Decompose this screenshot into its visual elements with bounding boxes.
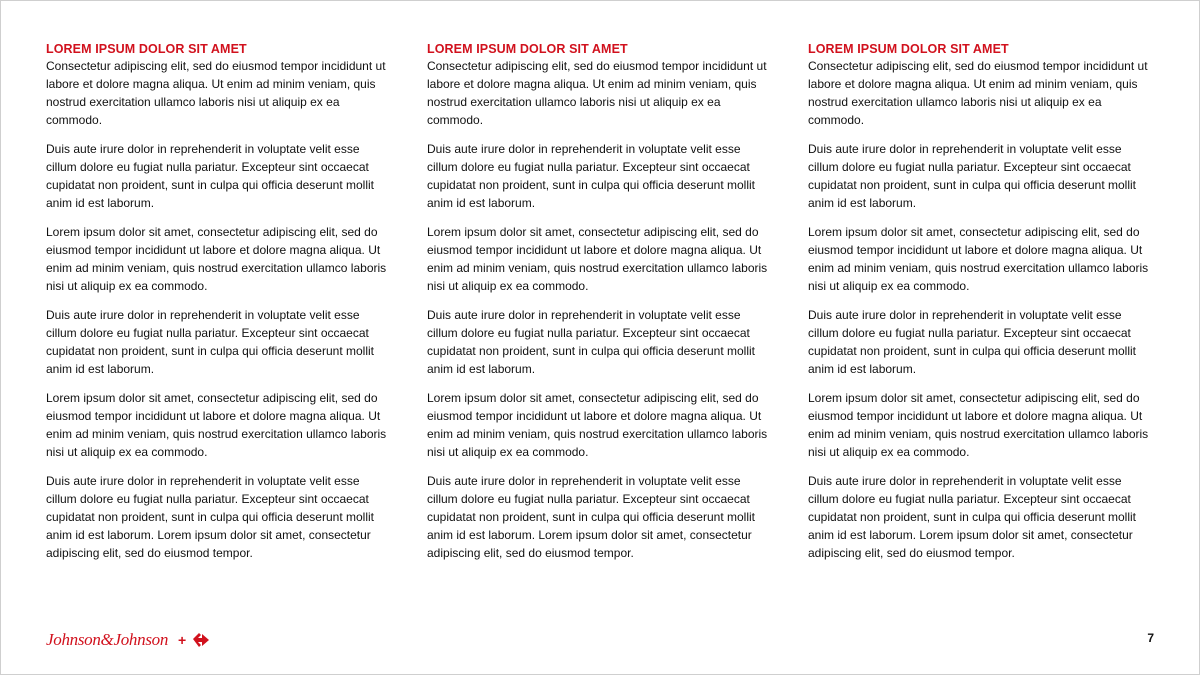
paragraph: Duis aute irure dolor in reprehenderit in voluptate velit esse cillum dolore eu fugiat nulla pariatur. Excepteur sint occaecat cupidatat non proident, sunt in culpa qui officia deserunt mollit anim id est laborum. [427,308,755,376]
paragraph: Duis aute irure dolor in reprehenderit in voluptate velit esse cillum dolore eu fugiat nulla pariatur. Excepteur sint occaecat cupidatat non proident, sunt in culpa qui officia deserunt mollit anim id est laborum. [46,142,374,210]
text-column-1 [46,41,392,573]
paragraph: Consectetur adipiscing elit, sed do eiusmod tempor incididunt ut labore et dolore magna aliqua. Ut enim ad minim veniam, quis nostrud exercitation ullamco laboris nisi ut aliquip ex ea commodo. [46,59,386,127]
text-column-3 [808,41,1154,573]
column-heading: LOREM IPSUM DOLOR SIT AMET [808,42,1009,56]
paragraph: Lorem ipsum dolor sit amet, consectetur adipiscing elit, sed do eiusmod tempor incididunt ut labore et dolore magna aliqua. Ut enim ad minim veniam, quis nostrud exercitation ullamco laboris nisi ut aliquip ex ea commodo. [46,225,387,293]
column-heading: LOREM IPSUM DOLOR SIT AMET [46,42,247,56]
paragraph: Consectetur adipiscing elit, sed do eiusmod tempor incididunt ut labore et dolore magna aliqua. Ut enim ad minim veniam, quis nostrud exercitation ullamco laboris nisi ut aliquip ex ea commodo. [808,59,1148,127]
red-arrow-icon [192,631,210,649]
paragraph: Duis aute irure dolor in reprehenderit in voluptate velit esse cillum dolore eu fugiat nulla pariatur. Excepteur sint occaecat cupidatat non proident, sunt in culpa qui officia deserunt mollit anim id est laborum. [808,142,1136,210]
paragraph: Duis aute irure dolor in reprehenderit in voluptate velit esse cillum dolore eu fugiat nulla pariatur. Excepteur sint occaecat cupidatat non proident, sunt in culpa qui officia deserunt mollit anim id est laborum. [427,142,755,210]
text-columns [46,41,1166,573]
text-column-2 [427,41,773,573]
footer-logo-lockup [46,626,210,654]
paragraph: Duis aute irure dolor in reprehenderit in voluptate velit esse cillum dolore eu fugiat nulla pariatur. Excepteur sint occaecat cupidatat non proident, sunt in culpa qui officia deserunt mollit anim id est laborum. [46,308,374,376]
column-heading: LOREM IPSUM DOLOR SIT AMET [427,42,628,56]
paragraph: Lorem ipsum dolor sit amet, consectetur adipiscing elit, sed do eiusmod tempor incididunt ut labore et dolore magna aliqua. Ut enim ad minim veniam, quis nostrud exercitation ullamco laboris nisi ut aliquip ex ea commodo. [427,391,768,459]
paragraph: Lorem ipsum dolor sit amet, consectetur adipiscing elit, sed do eiusmod tempor incididunt ut labore et dolore magna aliqua. Ut enim ad minim veniam, quis nostrud exercitation ullamco laboris nisi ut aliquip ex ea commodo. [427,225,768,293]
paragraph: Duis aute irure dolor in reprehenderit in voluptate velit esse cillum dolore eu fugiat nulla pariatur. Excepteur sint occaecat cupidatat non proident, sunt in culpa qui officia deserunt mollit anim id est laborum. Lorem ipsum dolor sit amet, consectetur adipiscing elit, sed do eiusmod tempor. [427,474,755,560]
paragraph: Consectetur adipiscing elit, sed do eiusmod tempor incididunt ut labore et dolore magna aliqua. Ut enim ad minim veniam, quis nostrud exercitation ullamco laboris nisi ut aliquip ex ea commodo. [427,59,767,127]
page-number: 7 [1147,631,1154,645]
paragraph: Lorem ipsum dolor sit amet, consectetur adipiscing elit, sed do eiusmod tempor incididunt ut labore et dolore magna aliqua. Ut enim ad minim veniam, quis nostrud exercitation ullamco laboris nisi ut aliquip ex ea commodo. [808,225,1149,293]
paragraph: Duis aute irure dolor in reprehenderit in voluptate velit esse cillum dolore eu fugiat nulla pariatur. Excepteur sint occaecat cupidatat non proident, sunt in culpa qui officia deserunt mollit anim id est laborum. [808,308,1136,376]
paragraph: Lorem ipsum dolor sit amet, consectetur adipiscing elit, sed do eiusmod tempor incididunt ut labore et dolore magna aliqua. Ut enim ad minim veniam, quis nostrud exercitation ullamco laboris nisi ut aliquip ex ea commodo. [808,391,1149,459]
paragraph: Duis aute irure dolor in reprehenderit in voluptate velit esse cillum dolore eu fugiat nulla pariatur. Excepteur sint occaecat cupidatat non proident, sunt in culpa qui officia deserunt mollit anim id est laborum. Lorem ipsum dolor sit amet, consectetur adipiscing elit, sed do eiusmod tempor. [46,474,374,560]
paragraph: Lorem ipsum dolor sit amet, consectetur adipiscing elit, sed do eiusmod tempor incididunt ut labore et dolore magna aliqua. Ut enim ad minim veniam, quis nostrud exercitation ullamco laboris nisi ut aliquip ex ea commodo. [46,391,387,459]
plus-sign: + [178,632,187,648]
paragraph: Duis aute irure dolor in reprehenderit in voluptate velit esse cillum dolore eu fugiat nulla pariatur. Excepteur sint occaecat cupidatat non proident, sunt in culpa qui officia deserunt mollit anim id est laborum. Lorem ipsum dolor sit amet, consectetur adipiscing elit, sed do eiusmod tempor. [808,474,1136,560]
johnson-and-johnson-logo: Johnson&Johnson [46,630,169,649]
